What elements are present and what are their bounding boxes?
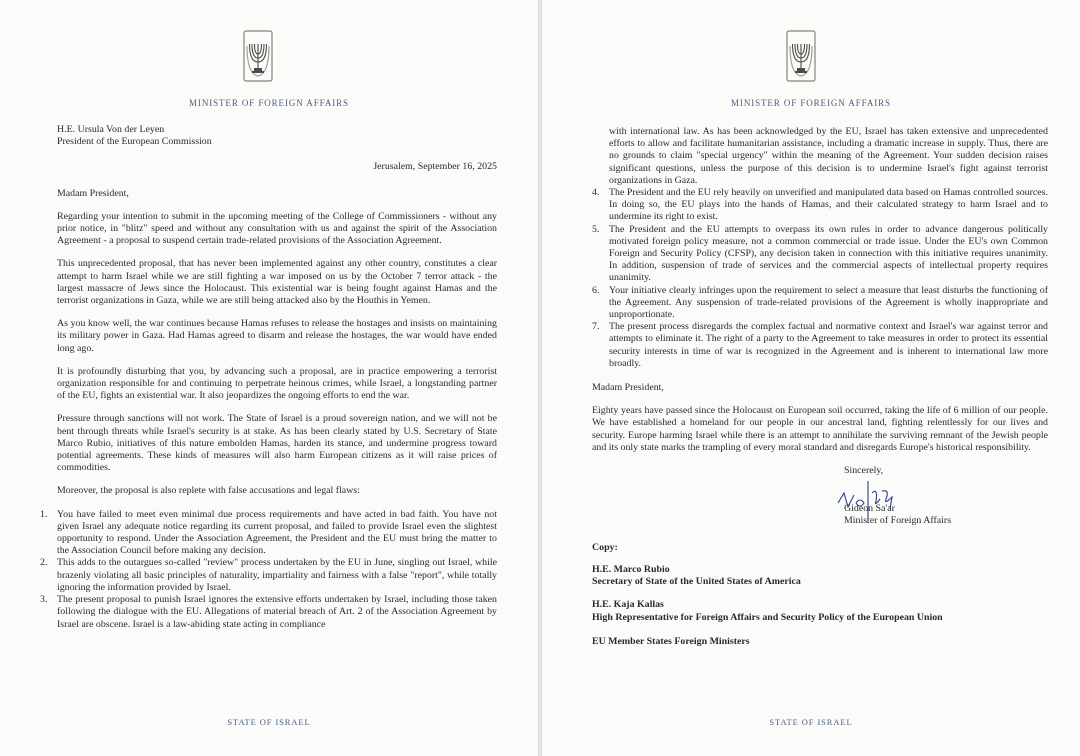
copy-recipient: [592, 599, 1048, 623]
ministry-header: MINISTER OF FOREIGN AFFAIRS: [731, 98, 891, 108]
list-text: You have failed to meet even minimal due process requirements and have acted in bad faith. You have not given Israel any adequate notice regarding its current proposal, and failed to provide Israel even the slightest opportunity to respond. Under the Association Agreement, the President and the EU must bring the matter to the Association Council before making any decision.: [57, 508, 497, 557]
paragraph: As you know well, the war continues because Hamas refuses to release the hostages and insists on maintaining its military power in Gaza. Had Hamas agreed to disarm and release the hostages, the war would have ended long ago.: [57, 318, 497, 354]
paragraph: Regarding your intention to submit in the upcoming meeting of the College of Commissioners - without any prior notice, in "blitz" speed and without any consultation with us and against the spirit of the Association Agreement - a proposal to suspend certain trade-related provisions of the Association Agreement.: [57, 210, 497, 247]
copy-title: Secretary of State of the United States of America: [592, 576, 801, 588]
letter-body-page-1: [40, 124, 497, 631]
copy-heading: Copy:: [592, 541, 618, 553]
paragraph: Moreover, the proposal is also replete with false accusations and legal flaws:: [57, 485, 360, 497]
list-text: Your initiative clearly infringes upon the requirement to select a measure that least disturbs the functioning of the Agreement. Any suspension of trade-related provisions of the Agreement is wholly inappropriate and unproportionate.: [609, 284, 1048, 321]
list-item: [592, 321, 1048, 370]
list-item: [40, 594, 497, 631]
recipient-title: President of the European Commission: [57, 136, 212, 148]
copy-name: H.E. Kaja Kallas: [592, 599, 664, 611]
copy-recipient: [592, 564, 1048, 588]
legal-flaws-list-continued: [592, 187, 1048, 370]
list-number: 3.: [40, 594, 48, 606]
handwritten-signature: [834, 479, 904, 523]
paragraph: This unprecedented proposal, that has never been implemented against any other country, constitutes a clear attempt to harm Israel while we are still fighting a war imposed on us by the October 7 terror attack - the largest massacre of Jews since the Holocaust. This existential war is being fought against Hamas and the terrorist organizations in Gaza, while we are still being attacked also by the Houthis in Yemen.: [57, 258, 497, 307]
signer-name: Gideon Sa'ar: [844, 503, 895, 515]
signer-title: Minister of Foreign Affairs: [844, 515, 952, 527]
list-text: The President and the EU attempts to overpass its own rules in order to advance dangerous politically motivated foreign policy measure, not a common commercial or trade issue. Under the EU's own Common Foreign and Security Policy (CFSP), any decision taken in connection with this initiative requires unanimity. In addition, suspension of trade of services and the commercial aspects of intellectual property requires unanimity.: [609, 223, 1048, 284]
list-number: 1.: [40, 508, 48, 520]
list-text: The present proposal to punish Israel ignores the extensive efforts undertaken by Israel, including those taken following the dialogue with the EU. Allegations of material breach of Art. 2 of the Association Agreement by Israel are obscene. Israel is a law-abiding state acting in compliance: [57, 594, 497, 630]
list-continuation: with international law. As has been acknowledged by the EU, Israel has taken extensive and unprecedented efforts to allow and facilitate humanitarian assistance, including a dramatic increase in supply. Thus, there are no grounds to claim "special urgency" within the meaning of the Agreement. Your sudden decision raises significant questions, unless the purpose of this decision is to undermine Israel's fight against terrorist organizations in Gaza.: [609, 126, 1048, 186]
paragraph: Pressure through sanctions will not work. The State of Israel is a proud sovereign nation, and we will not be bent through threats while Israel's security is at stake. As has been clearly stated by U.S. Secretary of State Marco Rubio, initiatives of this nature embolden Hamas, harden its stance, and undermine progress toward potential agreements. These kinds of measures will also harm European citizens as it will raise prices of commodities.: [57, 413, 497, 474]
signature-block: [844, 465, 1048, 528]
footer-state: STATE OF ISRAEL: [769, 717, 853, 727]
list-item: [40, 508, 497, 558]
salutation: Madam President,: [57, 187, 129, 199]
list-item: [592, 223, 1048, 285]
list-number: 4.: [592, 187, 600, 199]
list-text: The President and the EU rely heavily on unverified and manipulated data based on Hamas controlled sources. In doing so, the EU plays into the hands of Hamas, and their calculated strategy to harm Israel and to undermine its right to exist.: [609, 187, 1048, 223]
list-item: [592, 187, 1048, 224]
sign-off: Sincerely,: [844, 465, 884, 477]
copy-group: EU Member States Foreign Ministers: [592, 635, 750, 647]
footer-state: STATE OF ISRAEL: [227, 717, 311, 727]
letter-page-1: [0, 0, 538, 756]
ministry-header: MINISTER OF FOREIGN AFFAIRS: [189, 98, 349, 108]
salutation: Madam President,: [592, 382, 664, 394]
recipient-block: [57, 124, 497, 148]
letter-body-page-2: [592, 126, 1048, 648]
letter-date: Jerusalem, September 16, 2025: [373, 161, 497, 173]
closing-paragraph: Eighty years have passed since the Holocaust on European soil occurred, taking the life of 6 million of our people. We have established a homeland for our people in our ancestral land, fighting relentlessly for our lives and security. Europe harming Israel while there is an attempt to annihilate the surviving remnant of the Jewish people and its only state marks the trampling of every moral standard and disregards Europe's historical responsibility.: [592, 405, 1048, 453]
recipient-name: H.E. Ursula Von der Leyen: [57, 124, 165, 135]
list-item: [592, 284, 1048, 322]
legal-flaws-list: [40, 508, 497, 631]
paragraph: It is profoundly disturbing that you, by advancing such a proposal, are in practice empowering a terrorist organization responsible for and continuing to perpetrate heinous crimes, while Israel, a longstanding partner of the EU, fights an existential war. It also jeopardizes the ongoing efforts to end the war.: [57, 365, 497, 402]
copy-name: H.E. Marco Rubio: [592, 563, 670, 575]
list-number: 7.: [592, 321, 600, 333]
copy-title: High Representative for Foreign Affairs and Security Policy of the European Union: [592, 611, 943, 623]
list-text: The present process disregards the complex factual and normative context and Israel's war against terror and attempts to eliminate it. The right of a party to the Agreement to take measures in order to protect its essential security interests in time of war is recognized in the Agreement and is inherent to international law more broadly.: [609, 321, 1048, 369]
letter-page-2: [542, 0, 1080, 756]
list-number: 5.: [592, 223, 600, 235]
list-number: 6.: [592, 284, 600, 296]
list-item: [40, 557, 497, 594]
menorah-emblem-icon: [786, 30, 816, 82]
list-text: This adds to the outargues so-called "review" process undertaken by the EU in June, singling out Israel, while brazenly violating all basic principles of naturality, impartiality and fairness with a false "report", while totally ignoring the information provided by Israel.: [57, 557, 497, 593]
list-number: 2.: [40, 557, 48, 569]
menorah-emblem-icon: [243, 30, 273, 82]
